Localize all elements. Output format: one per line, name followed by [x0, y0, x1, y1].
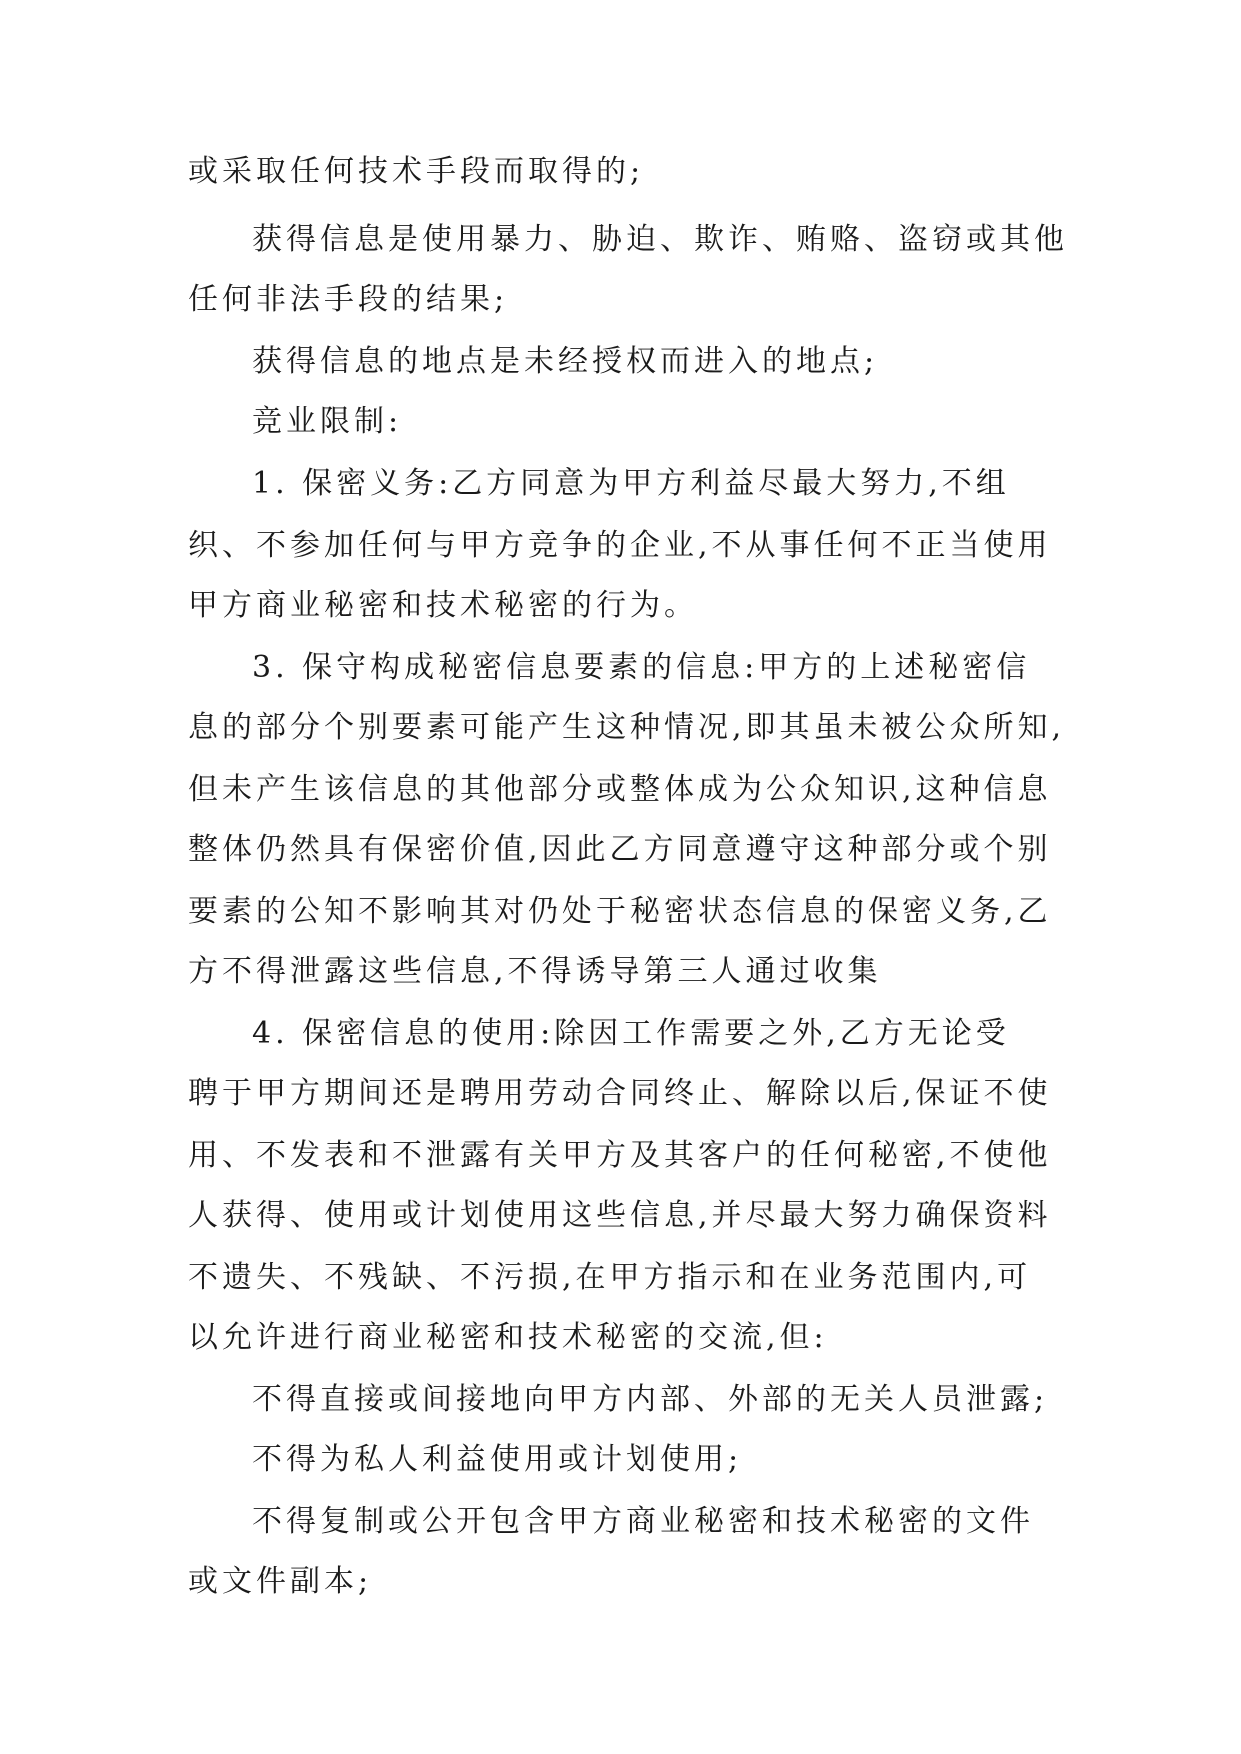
text-line: 不遗失、不残缺、不污损,在甲方指示和在业务范围内,可	[188, 1260, 1032, 1295]
text-line: 织、不参加任何与甲方竞争的企业,不从事任何不正当使用	[188, 528, 1052, 563]
text-line: 人获得、使用或计划使用这些信息,并尽最大努力确保资料	[188, 1198, 1052, 1233]
text-line: 竞业限制:	[252, 404, 403, 439]
text-line: 或文件副本;	[188, 1564, 373, 1599]
text-line: 要素的公知不影响其对仍处于秘密状态信息的保密义务,乙	[188, 894, 1052, 929]
text-line: 用、不发表和不泄露有关甲方及其客户的任何秘密,不使他	[188, 1138, 1052, 1173]
text-line: 4. 保密信息的使用:除因工作需要之外,乙方无论受	[252, 1016, 1010, 1051]
text-line: 不得为私人利益使用或计划使用;	[252, 1442, 743, 1477]
text-line: 不得复制或公开包含甲方商业秘密和技术秘密的文件	[252, 1504, 1034, 1539]
text-line: 整体仍然具有保密价值,因此乙方同意遵守这种部分或个别	[188, 832, 1052, 867]
text-line: 或采取任何技术手段而取得的;	[188, 154, 645, 189]
text-line: 获得信息是使用暴力、胁迫、欺诈、贿赂、盗窃或其他	[252, 222, 1068, 257]
text-line: 聘于甲方期间还是聘用劳动合同终止、解除以后,保证不使	[188, 1076, 1052, 1111]
text-line: 1. 保密义务:乙方同意为甲方利益尽最大努力,不组	[252, 466, 1010, 501]
text-line: 但未产生该信息的其他部分或整体成为公众知识,这种信息	[188, 772, 1052, 807]
text-line: 方不得泄露这些信息,不得诱导第三人通过收集	[188, 954, 882, 989]
text-line: 任何非法手段的结果;	[188, 282, 509, 317]
text-line: 以允许进行商业秘密和技术秘密的交流,但:	[188, 1320, 828, 1355]
text-line: 不得直接或间接地向甲方内部、外部的无关人员泄露;	[252, 1382, 1049, 1417]
text-line: 息的部分个别要素可能产生这种情况,即其虽未被公众所知,	[188, 710, 1066, 745]
text-line: 3. 保守构成秘密信息要素的信息:甲方的上述秘密信	[252, 650, 1031, 685]
text-line: 获得信息的地点是未经授权而进入的地点;	[252, 344, 879, 379]
text-line: 甲方商业秘密和技术秘密的行为。	[188, 588, 698, 623]
